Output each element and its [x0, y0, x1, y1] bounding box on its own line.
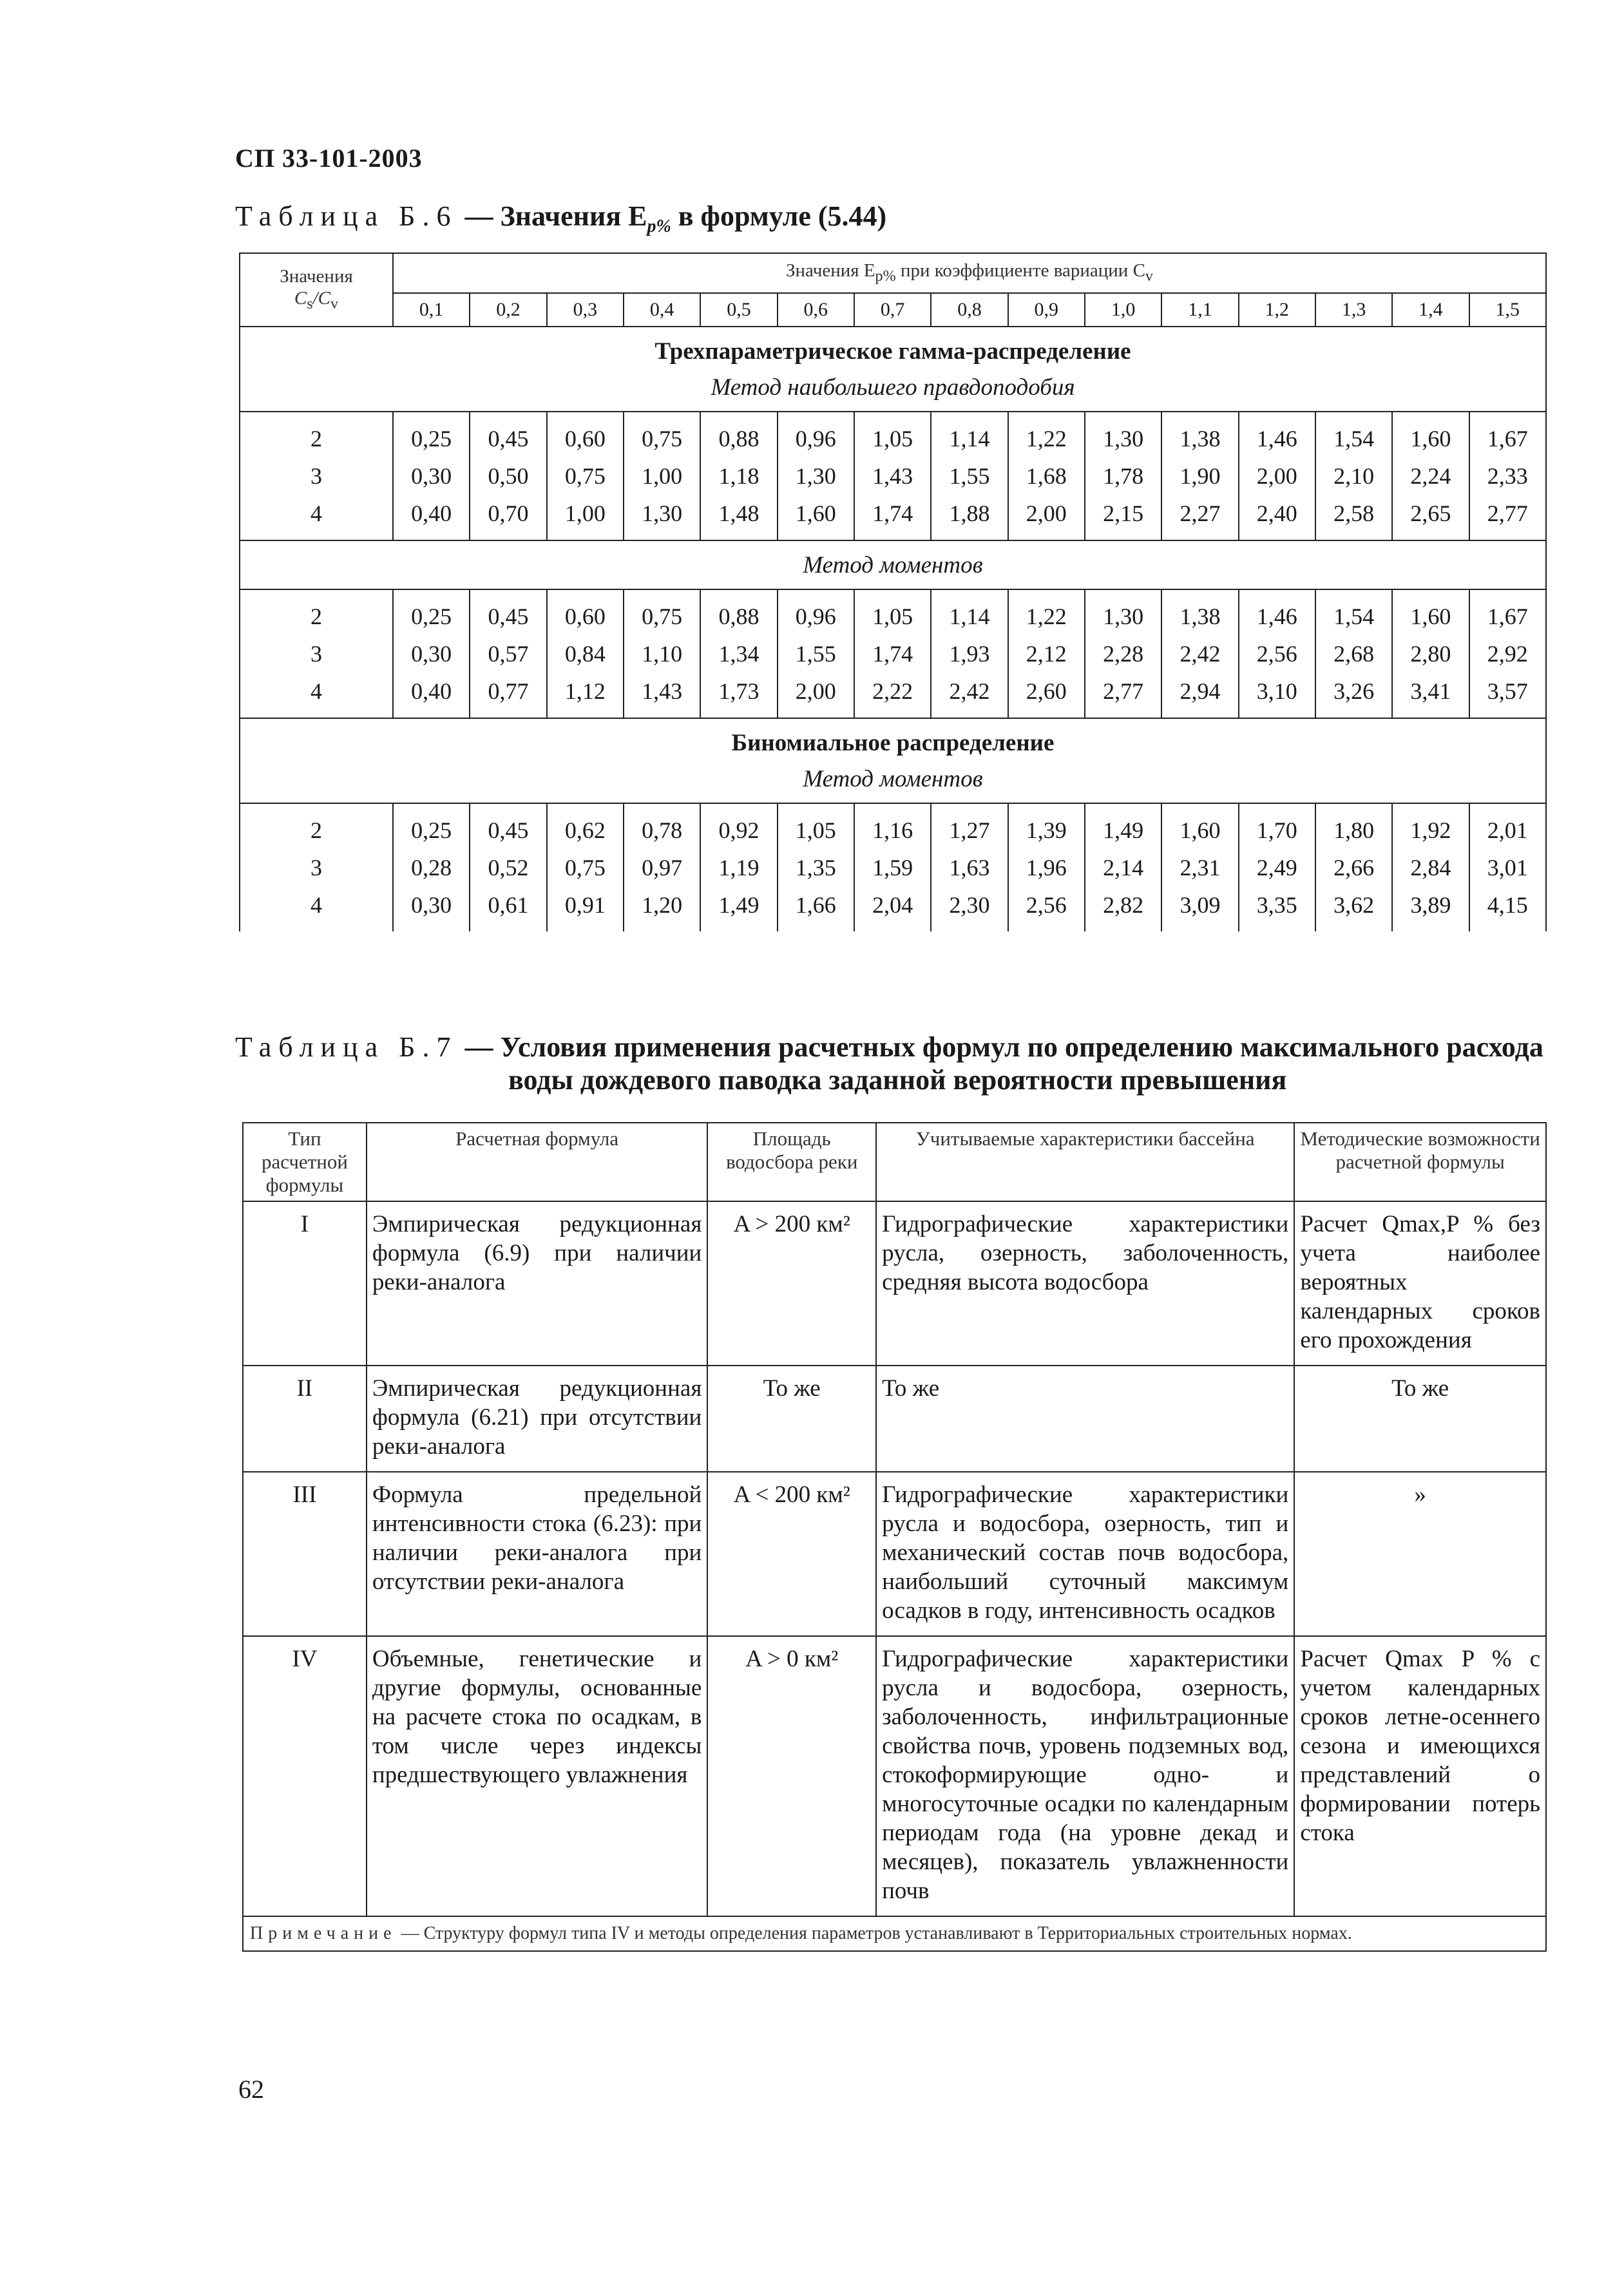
table-row	[240, 495, 1546, 540]
value-cell: 2,22	[854, 672, 931, 718]
section-method: Метод моментов	[803, 766, 983, 792]
value-cell: 0,77	[470, 672, 546, 718]
formula-cell: Формула предельной интенсивности стока (6.23): при наличии реки-аналога при отсутствии реки-аналога	[367, 1472, 707, 1636]
row-header	[240, 253, 393, 327]
value-cell: 1,60	[1392, 589, 1469, 635]
table-row	[243, 1636, 1546, 1916]
table-row	[240, 849, 1546, 886]
row-label: 3	[240, 849, 393, 886]
row-header-line1: Значения	[280, 265, 353, 287]
cv-header-cell: 1,2	[1239, 293, 1315, 327]
table-b6	[239, 252, 1547, 931]
value-cell: 1,48	[700, 495, 777, 540]
value-cell: 1,46	[1239, 589, 1315, 635]
value-cell: 0,61	[470, 886, 546, 931]
value-cell: 0,25	[393, 412, 470, 457]
value-cell: 0,25	[393, 589, 470, 635]
value-cell: 2,04	[854, 886, 931, 931]
value-cell: 2,66	[1315, 849, 1392, 886]
type-cell: III	[243, 1472, 367, 1636]
value-cell: 1,60	[1392, 412, 1469, 457]
section-header	[240, 327, 1546, 412]
formula-cell: Эмпирическая редукционная формула (6.9) при наличии реки-аналога	[367, 1201, 707, 1366]
value-cell: 0,50	[470, 457, 546, 495]
value-cell: 0,60	[547, 589, 624, 635]
value-cell: 3,57	[1469, 672, 1546, 718]
value-cell: 1,54	[1315, 589, 1392, 635]
value-cell: 0,45	[470, 803, 546, 849]
cv-header-cell: 0,6	[778, 293, 854, 327]
table-b7-body	[243, 1201, 1546, 1916]
value-cell: 3,89	[1392, 886, 1469, 931]
table-row	[240, 412, 1546, 457]
value-cell: 0,25	[393, 803, 470, 849]
value-cell: 2,82	[1085, 886, 1161, 931]
value-cell: 2,12	[1008, 635, 1085, 672]
col-header-sub2: v	[1145, 267, 1153, 285]
value-cell: 0,78	[624, 803, 700, 849]
row-header-sub1: s	[307, 294, 313, 312]
table-row	[240, 886, 1546, 931]
column-group-header	[393, 253, 1546, 293]
cv-header-cell: 0,5	[700, 293, 777, 327]
value-cell: 1,73	[700, 672, 777, 718]
table-b6-caption-text: — Значения E	[457, 200, 647, 232]
characteristics-cell: Гидрографические характеристики русла, озерность, заболоченность, средняя высота водосбора	[876, 1201, 1294, 1366]
col-header-main: Значения E	[785, 260, 875, 281]
value-cell: 0,30	[393, 635, 470, 672]
value-cell: 1,80	[1315, 803, 1392, 849]
value-cell: 3,10	[1239, 672, 1315, 718]
cv-header-cell: 0,8	[931, 293, 1008, 327]
value-cell: 0,62	[547, 803, 624, 849]
value-cell: 0,84	[547, 635, 624, 672]
value-cell: 2,01	[1469, 803, 1546, 849]
value-cell: 1,49	[1085, 803, 1161, 849]
value-cell: 1,63	[931, 849, 1008, 886]
value-cell: 1,70	[1239, 803, 1315, 849]
cv-header-cell: 0,1	[393, 293, 470, 327]
value-cell: 1,27	[931, 803, 1008, 849]
table-row	[240, 672, 1546, 718]
table-row	[243, 1201, 1546, 1366]
value-cell: 1,78	[1085, 457, 1161, 495]
table-row	[240, 635, 1546, 672]
value-cell: 1,60	[778, 495, 854, 540]
area-cell: A < 200 км²	[707, 1472, 876, 1636]
value-cell: 2,00	[1008, 495, 1085, 540]
header-formula: Расчетная формула	[367, 1123, 707, 1201]
value-cell: 0,96	[778, 412, 854, 457]
section-method: Метод наибольшего правдоподобия	[711, 374, 1075, 401]
value-cell: 2,30	[931, 886, 1008, 931]
value-cell: 2,77	[1085, 672, 1161, 718]
table-b7-caption-lead: Таблица Б.7	[235, 1031, 458, 1063]
row-label: 4	[240, 886, 393, 931]
cv-header-cell: 1,5	[1469, 293, 1546, 327]
characteristics-cell: То же	[876, 1366, 1294, 1472]
note-text: — Структуру формул типа IV и методы определения параметров устанавливают в Территориальных строительных нормах.	[396, 1923, 1352, 1943]
cv-header-cell: 0,3	[547, 293, 624, 327]
table-b7-caption-line1: — Условия применения расчетных формул по определению максимального расхода	[457, 1031, 1543, 1063]
value-cell: 1,46	[1239, 412, 1315, 457]
value-cell: 1,14	[931, 412, 1008, 457]
formula-cell: Эмпирическая редукционная формула (6.21) при отсутствии реки-аналога	[367, 1366, 707, 1472]
value-cell: 1,74	[854, 635, 931, 672]
table-b7	[242, 1122, 1547, 1952]
value-cell: 1,59	[854, 849, 931, 886]
value-cell: 2,60	[1008, 672, 1085, 718]
value-cell: 0,75	[624, 589, 700, 635]
value-cell: 3,01	[1469, 849, 1546, 886]
value-cell: 3,26	[1315, 672, 1392, 718]
value-cell: 1,92	[1392, 803, 1469, 849]
value-cell: 1,55	[931, 457, 1008, 495]
value-cell: 1,20	[624, 886, 700, 931]
table-b7-note	[243, 1916, 1546, 1951]
cv-header-cell: 1,1	[1161, 293, 1238, 327]
table-b6-body	[240, 327, 1546, 931]
value-cell: 1,88	[931, 495, 1008, 540]
table-row	[240, 803, 1546, 849]
characteristics-cell: Гидрографические характеристики русла и водосбора, озерность, тип и механический состав почв водосбора, наибольший суточный максимум осадков в году, интенсивность осадков	[876, 1472, 1294, 1636]
value-cell: 2,27	[1161, 495, 1238, 540]
value-cell: 2,42	[1161, 635, 1238, 672]
cv-header-cell: 1,0	[1085, 293, 1161, 327]
capabilities-cell: »	[1294, 1472, 1546, 1636]
section-title: Трехпараметрическое гамма-распределение	[654, 338, 1131, 365]
value-cell: 0,88	[700, 589, 777, 635]
value-cell: 1,22	[1008, 412, 1085, 457]
capabilities-cell: Расчет Qmax P % с учетом календарных сроков летне-осеннего сезона и имеющихся представлений о формировании потерь стока	[1294, 1636, 1546, 1916]
value-cell: 1,16	[854, 803, 931, 849]
section-title: Биномиальное распределение	[731, 730, 1055, 756]
value-cell: 1,22	[1008, 589, 1085, 635]
value-cell: 2,94	[1161, 672, 1238, 718]
value-cell: 1,67	[1469, 589, 1546, 635]
value-cell: 1,30	[624, 495, 700, 540]
value-cell: 4,15	[1469, 886, 1546, 931]
value-cell: 0,75	[547, 849, 624, 886]
value-cell: 2,92	[1469, 635, 1546, 672]
header-type: Тип расчетной формулы	[243, 1123, 367, 1201]
value-cell: 1,39	[1008, 803, 1085, 849]
row-header-sep: /C	[312, 287, 331, 309]
value-cell: 2,56	[1239, 635, 1315, 672]
table-b6-caption-sub: p%	[647, 216, 671, 236]
value-cell: 1,93	[931, 635, 1008, 672]
value-cell: 2,80	[1392, 635, 1469, 672]
cv-header-cell: 0,7	[854, 293, 931, 327]
value-cell: 2,33	[1469, 457, 1546, 495]
table-row	[240, 457, 1546, 495]
section-header	[240, 540, 1546, 589]
value-cell: 1,34	[700, 635, 777, 672]
value-cell: 1,05	[854, 589, 931, 635]
value-cell: 0,45	[470, 412, 546, 457]
value-cell: 0,30	[393, 457, 470, 495]
value-cell: 0,45	[470, 589, 546, 635]
header-characteristics: Учитываемые характеристики бассейна	[876, 1123, 1294, 1201]
value-cell: 0,40	[393, 672, 470, 718]
value-cell: 1,00	[624, 457, 700, 495]
table-b7-caption-line2: воды дождевого паводка заданной вероятности превышения	[508, 1064, 1287, 1096]
document-code: СП 33-101-2003	[235, 144, 423, 173]
value-cell: 0,60	[547, 412, 624, 457]
type-cell: IV	[243, 1636, 367, 1916]
value-cell: 2,00	[778, 672, 854, 718]
type-cell: I	[243, 1201, 367, 1366]
cv-header-cell: 1,3	[1315, 293, 1392, 327]
formula-cell: Объемные, генетические и другие формулы, основанные на расчете стока по осадкам, в том числе через индексы предшествующего увлажнения	[367, 1636, 707, 1916]
value-cell: 1,68	[1008, 457, 1085, 495]
value-cell: 2,58	[1315, 495, 1392, 540]
characteristics-cell: Гидрографические характеристики русла и водосбора, озерность, заболоченность, инфильтрационные свойства почв, уровень подземных вод, стокоформирующие одно- и многосуточные осадки по календарным периодам года (на уровне декад и месяцев), показатель увлажненности почв	[876, 1636, 1294, 1916]
value-cell: 2,65	[1392, 495, 1469, 540]
value-cell: 2,15	[1085, 495, 1161, 540]
value-cell: 0,88	[700, 412, 777, 457]
value-cell: 3,41	[1392, 672, 1469, 718]
value-cell: 3,09	[1161, 886, 1238, 931]
value-cell: 0,70	[470, 495, 546, 540]
col-header-tail: при коэффициенте вариации C	[895, 260, 1145, 281]
note-lead: Примечание	[250, 1923, 397, 1943]
value-cell: 0,28	[393, 849, 470, 886]
value-cell: 0,40	[393, 495, 470, 540]
capabilities-cell: Расчет Qmax,P % без учета наиболее вероятных календарных сроков его прохождения	[1294, 1201, 1546, 1366]
table-b6-caption-lead: Таблица Б.6	[235, 200, 458, 232]
value-cell: 1,90	[1161, 457, 1238, 495]
value-cell: 1,43	[624, 672, 700, 718]
value-cell: 2,56	[1008, 886, 1085, 931]
area-cell: То же	[707, 1366, 876, 1472]
value-cell: 1,74	[854, 495, 931, 540]
value-cell: 1,55	[778, 635, 854, 672]
value-cell: 0,57	[470, 635, 546, 672]
section-header	[240, 718, 1546, 803]
value-cell: 3,35	[1239, 886, 1315, 931]
value-cell: 1,38	[1161, 412, 1238, 457]
table-row	[243, 1366, 1546, 1472]
value-cell: 1,96	[1008, 849, 1085, 886]
cv-header-row	[240, 293, 1546, 327]
value-cell: 1,12	[547, 672, 624, 718]
row-label: 2	[240, 412, 393, 457]
table-row	[243, 1472, 1546, 1636]
value-cell: 0,30	[393, 886, 470, 931]
value-cell: 0,52	[470, 849, 546, 886]
value-cell: 2,31	[1161, 849, 1238, 886]
table-b6-caption	[235, 200, 886, 237]
capabilities-cell: То же	[1294, 1366, 1546, 1472]
value-cell: 0,97	[624, 849, 700, 886]
cv-header-cell: 0,2	[470, 293, 546, 327]
row-label: 2	[240, 803, 393, 849]
value-cell: 2,14	[1085, 849, 1161, 886]
value-cell: 2,24	[1392, 457, 1469, 495]
value-cell: 1,54	[1315, 412, 1392, 457]
table-row	[240, 589, 1546, 635]
value-cell: 1,66	[778, 886, 854, 931]
area-cell: A > 200 км²	[707, 1201, 876, 1366]
header-area: Площадь водосбора реки	[707, 1123, 876, 1201]
value-cell: 1,14	[931, 589, 1008, 635]
value-cell: 1,49	[700, 886, 777, 931]
table-b6-caption-tail: в формуле (5.44)	[671, 200, 887, 232]
value-cell: 2,28	[1085, 635, 1161, 672]
value-cell: 2,84	[1392, 849, 1469, 886]
row-label: 4	[240, 672, 393, 718]
value-cell: 2,68	[1315, 635, 1392, 672]
value-cell: 1,30	[1085, 412, 1161, 457]
value-cell: 2,77	[1469, 495, 1546, 540]
value-cell: 1,43	[854, 457, 931, 495]
value-cell: 2,42	[931, 672, 1008, 718]
value-cell: 0,75	[624, 412, 700, 457]
value-cell: 2,10	[1315, 457, 1392, 495]
row-header-line2: C	[294, 287, 307, 309]
row-label: 3	[240, 457, 393, 495]
row-label: 4	[240, 495, 393, 540]
value-cell: 1,35	[778, 849, 854, 886]
header-capabilities: Методические возможности расчетной формулы	[1294, 1123, 1546, 1201]
value-cell: 0,91	[547, 886, 624, 931]
value-cell: 2,00	[1239, 457, 1315, 495]
col-header-sub: p%	[875, 267, 896, 285]
value-cell: 3,62	[1315, 886, 1392, 931]
value-cell: 1,30	[778, 457, 854, 495]
area-cell: A > 0 км²	[707, 1636, 876, 1916]
value-cell: 1,05	[854, 412, 931, 457]
value-cell: 1,18	[700, 457, 777, 495]
cv-header-cell: 0,9	[1008, 293, 1085, 327]
type-cell: II	[243, 1366, 367, 1472]
value-cell: 1,10	[624, 635, 700, 672]
value-cell: 2,40	[1239, 495, 1315, 540]
section-method: Метод моментов	[803, 552, 983, 578]
value-cell: 0,75	[547, 457, 624, 495]
value-cell: 1,30	[1085, 589, 1161, 635]
value-cell: 2,49	[1239, 849, 1315, 886]
page-number: 62	[238, 2075, 264, 2104]
value-cell: 1,19	[700, 849, 777, 886]
value-cell: 1,60	[1161, 803, 1238, 849]
value-cell: 1,05	[778, 803, 854, 849]
value-cell: 0,96	[778, 589, 854, 635]
row-header-sub2: v	[330, 294, 339, 312]
row-label: 2	[240, 589, 393, 635]
value-cell: 1,38	[1161, 589, 1238, 635]
value-cell: 1,00	[547, 495, 624, 540]
cv-header-cell: 1,4	[1392, 293, 1469, 327]
cv-header-cell: 0,4	[624, 293, 700, 327]
table-b7-caption	[235, 1031, 1549, 1096]
value-cell: 0,92	[700, 803, 777, 849]
value-cell: 1,67	[1469, 412, 1546, 457]
row-label: 3	[240, 635, 393, 672]
